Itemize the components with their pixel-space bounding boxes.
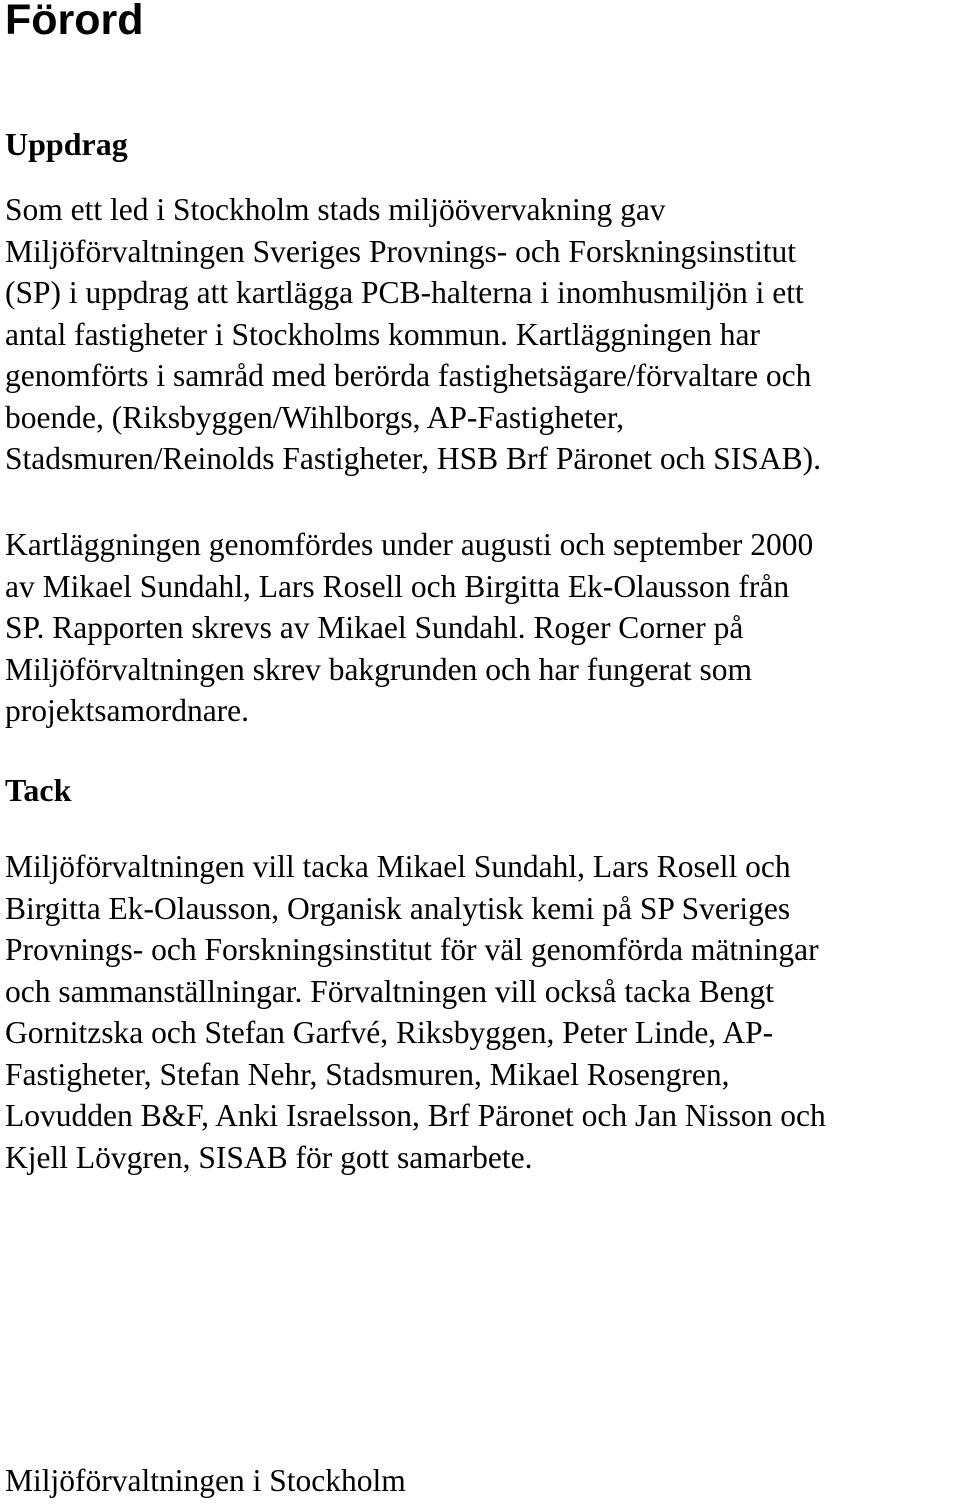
paragraph-uppdrag-1 — [5, 189, 960, 480]
text-line: Kjell Lövgren, SISAB för gott samarbete. — [5, 1139, 533, 1175]
footer-signature: Miljöförvaltningen i Stockholm — [5, 1463, 406, 1498]
text-line: Fastigheter, Stefan Nehr, Stadsmuren, Mikael Rosengren, — [5, 1056, 730, 1092]
text-line: (SP) i uppdrag att kartlägga PCB-halterna i inomhusmiljön i ett — [5, 275, 804, 310]
text-line: och sammanställningar. Förvaltningen vill också tacka Bengt — [5, 973, 774, 1009]
paragraph-tack-1 — [5, 846, 960, 1178]
text-line: Lovudden B&F, Anki Israelsson, Brf Päronet och Jan Nisson och — [5, 1098, 826, 1133]
text-line: SP. Rapporten skrevs av Mikael Sundahl. Roger Corner på — [5, 610, 744, 645]
text-line: antal fastigheter i Stockholms kommun. Kartläggningen har — [5, 316, 760, 352]
text-line: Provnings- och Forskningsinstitut för väl genomförda mätningar — [5, 932, 819, 967]
paragraph-uppdrag-2 — [5, 524, 960, 732]
text-line: Miljöförvaltningen vill tacka Mikael Sundahl, Lars Rosell och — [5, 849, 791, 884]
text-line: boende, (Riksbyggen/Wihlborgs, AP-Fastigheter, — [5, 399, 624, 435]
text-line: Gornitzska och Stefan Garfvé, Riksbyggen, Peter Linde, AP- — [5, 1015, 774, 1050]
text-line: Stadsmuren/Reinolds Fastigheter, HSB Brf Päronet och SISAB). — [5, 441, 821, 476]
section-heading-tack: Tack — [5, 772, 72, 808]
page-title: Förord — [5, 0, 144, 44]
text-line: Miljöförvaltningen Sveriges Provnings- och Forskningsinstitut — [5, 233, 796, 269]
text-line: genomförts i samråd med berörda fastighetsägare/förvaltare och — [5, 358, 812, 393]
text-line: av Mikael Sundahl, Lars Rosell och Birgitta Ek-Olausson från — [5, 568, 790, 604]
text-line: projektsamordnare. — [5, 693, 250, 728]
text-line: Som ett led i Stockholm stads miljöövervakning gav — [5, 192, 666, 227]
text-line: Miljöförvaltningen skrev bakgrunden och har fungerat som — [5, 651, 753, 687]
text-line: Kartläggningen genomfördes under augusti och september 2000 — [5, 527, 814, 562]
section-heading-uppdrag: Uppdrag — [5, 126, 128, 162]
text-line: Birgitta Ek-Olausson, Organisk analytisk kemi på SP Sveriges — [5, 890, 791, 926]
